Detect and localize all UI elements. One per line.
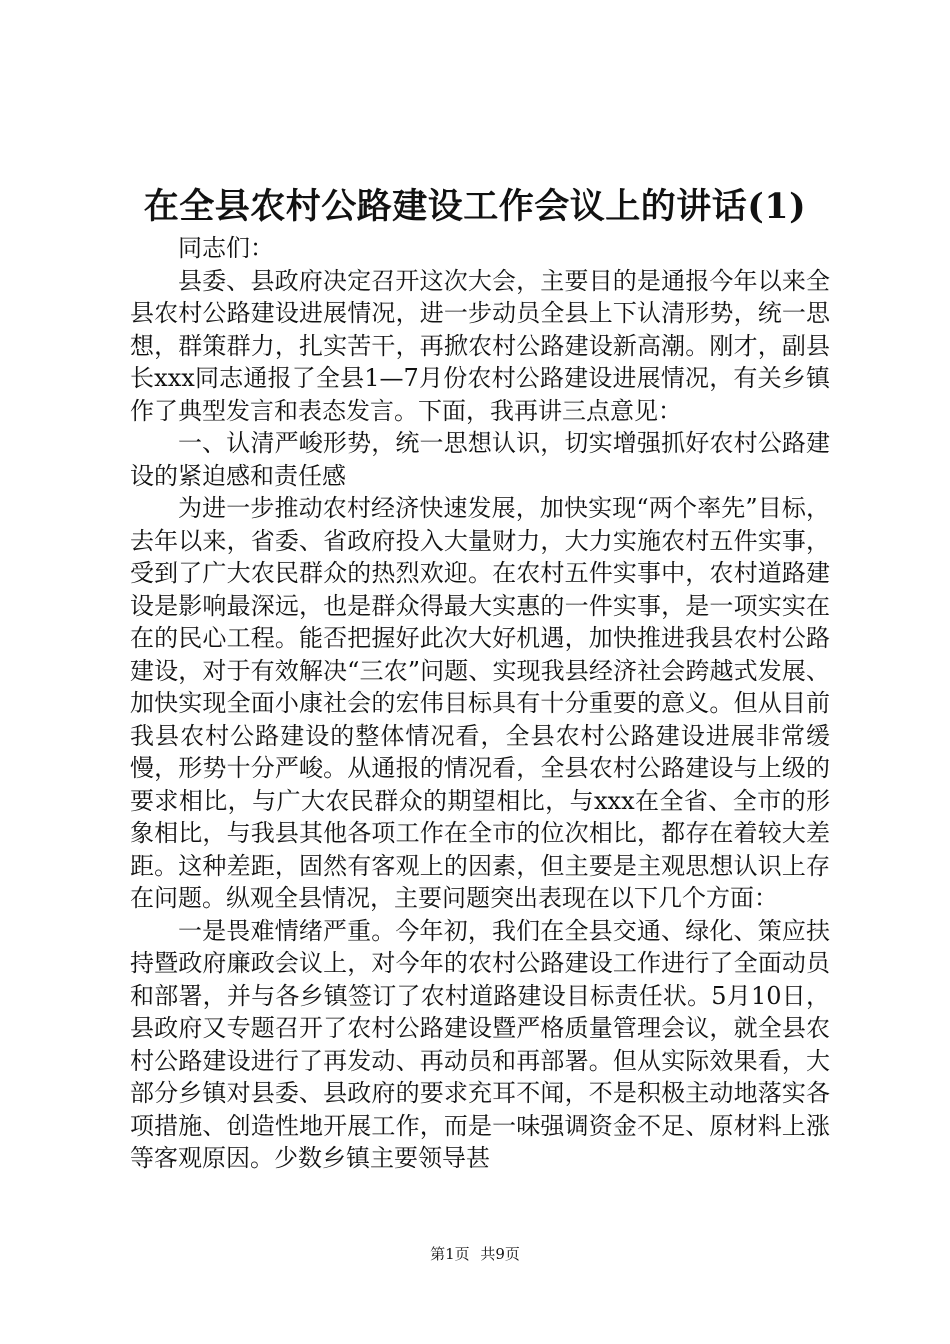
document-body [130, 232, 830, 1175]
body-paragraph: 县委、县政府决定召开这次大会，主要目的是通报今年以来全县农村公路建设进展情况，进一步动员全县上下认清形势，统一思想，群策群力，扎实苦干，再掀农村公路建设新高潮。刚才，副县长xxx同志通报了全县1—7月份农村公路建设进展情况，有关乡镇作了典型发言和表态发言。下面，我再讲三点意见： [130, 266, 830, 425]
page-number: 第1页 [430, 1245, 470, 1263]
body-paragraph: 为进一步推动农村经济快速发展，加快实现“两个率先”目标，去年以来，省委、省政府投入大量财力，大力实施农村五件实事，受到了广大农民群众的热烈欢迎。在农村五件实事中，农村道路建设是影响最深远，也是群众得最大实惠的一件实事，是一项实实在在的民心工程。能否把握好此次大好机遇，加快推进我县农村公路建设，对于有效解决“三农”问题、实现我县经济社会跨越式发展、加快实现全面小康社会的宏伟目标具有十分重要的意义。但从目前我县农村公路建设的整体情况看，全县农村公路建设进展非常缓慢，形势十分严峻。从通报的情况看，全县农村公路建设与上级的要求相比，与广大农民群众的期望相比，与xxx在全省、全市的形象相比，与我县其他各项工作在全市的位次相比，都存在着较大差距。这种差距，固然有客观上的因素，但主要是主观思想认识上存在问题。纵观全县情况，主要问题突出表现在以下几个方面： [130, 494, 830, 912]
page-total: 共9页 [480, 1245, 520, 1263]
body-paragraph: 一是畏难情绪严重。今年初，我们在全县交通、绿化、策应扶持暨政府廉政会议上，对今年的农村公路建设工作进行了全面动员和部署，并与各乡镇签订了农村道路建设目标责任状。5月10日，县政府又专题召开了农村公路建设暨严格质量管理会议，就全县农村公路建设进行了再发动、再动员和再部署。但从实际效果看，大部分乡镇对县委、县政府的要求充耳不闻，不是积极主动地落实各项措施、创造性地开展工作，而是一味强调资金不足、原材料上涨等客观原因。少数乡镇主要领导甚 [130, 916, 830, 1172]
section-heading: 一、认清严峻形势，统一思想认识，切实增强抓好农村公路建设的紧迫感和责任感 [130, 429, 830, 490]
document-title: 在全县农村公路建设工作会议上的讲话(1) [143, 186, 807, 227]
salutation: 同志们： [178, 234, 274, 262]
page-footer [0, 1244, 950, 1264]
